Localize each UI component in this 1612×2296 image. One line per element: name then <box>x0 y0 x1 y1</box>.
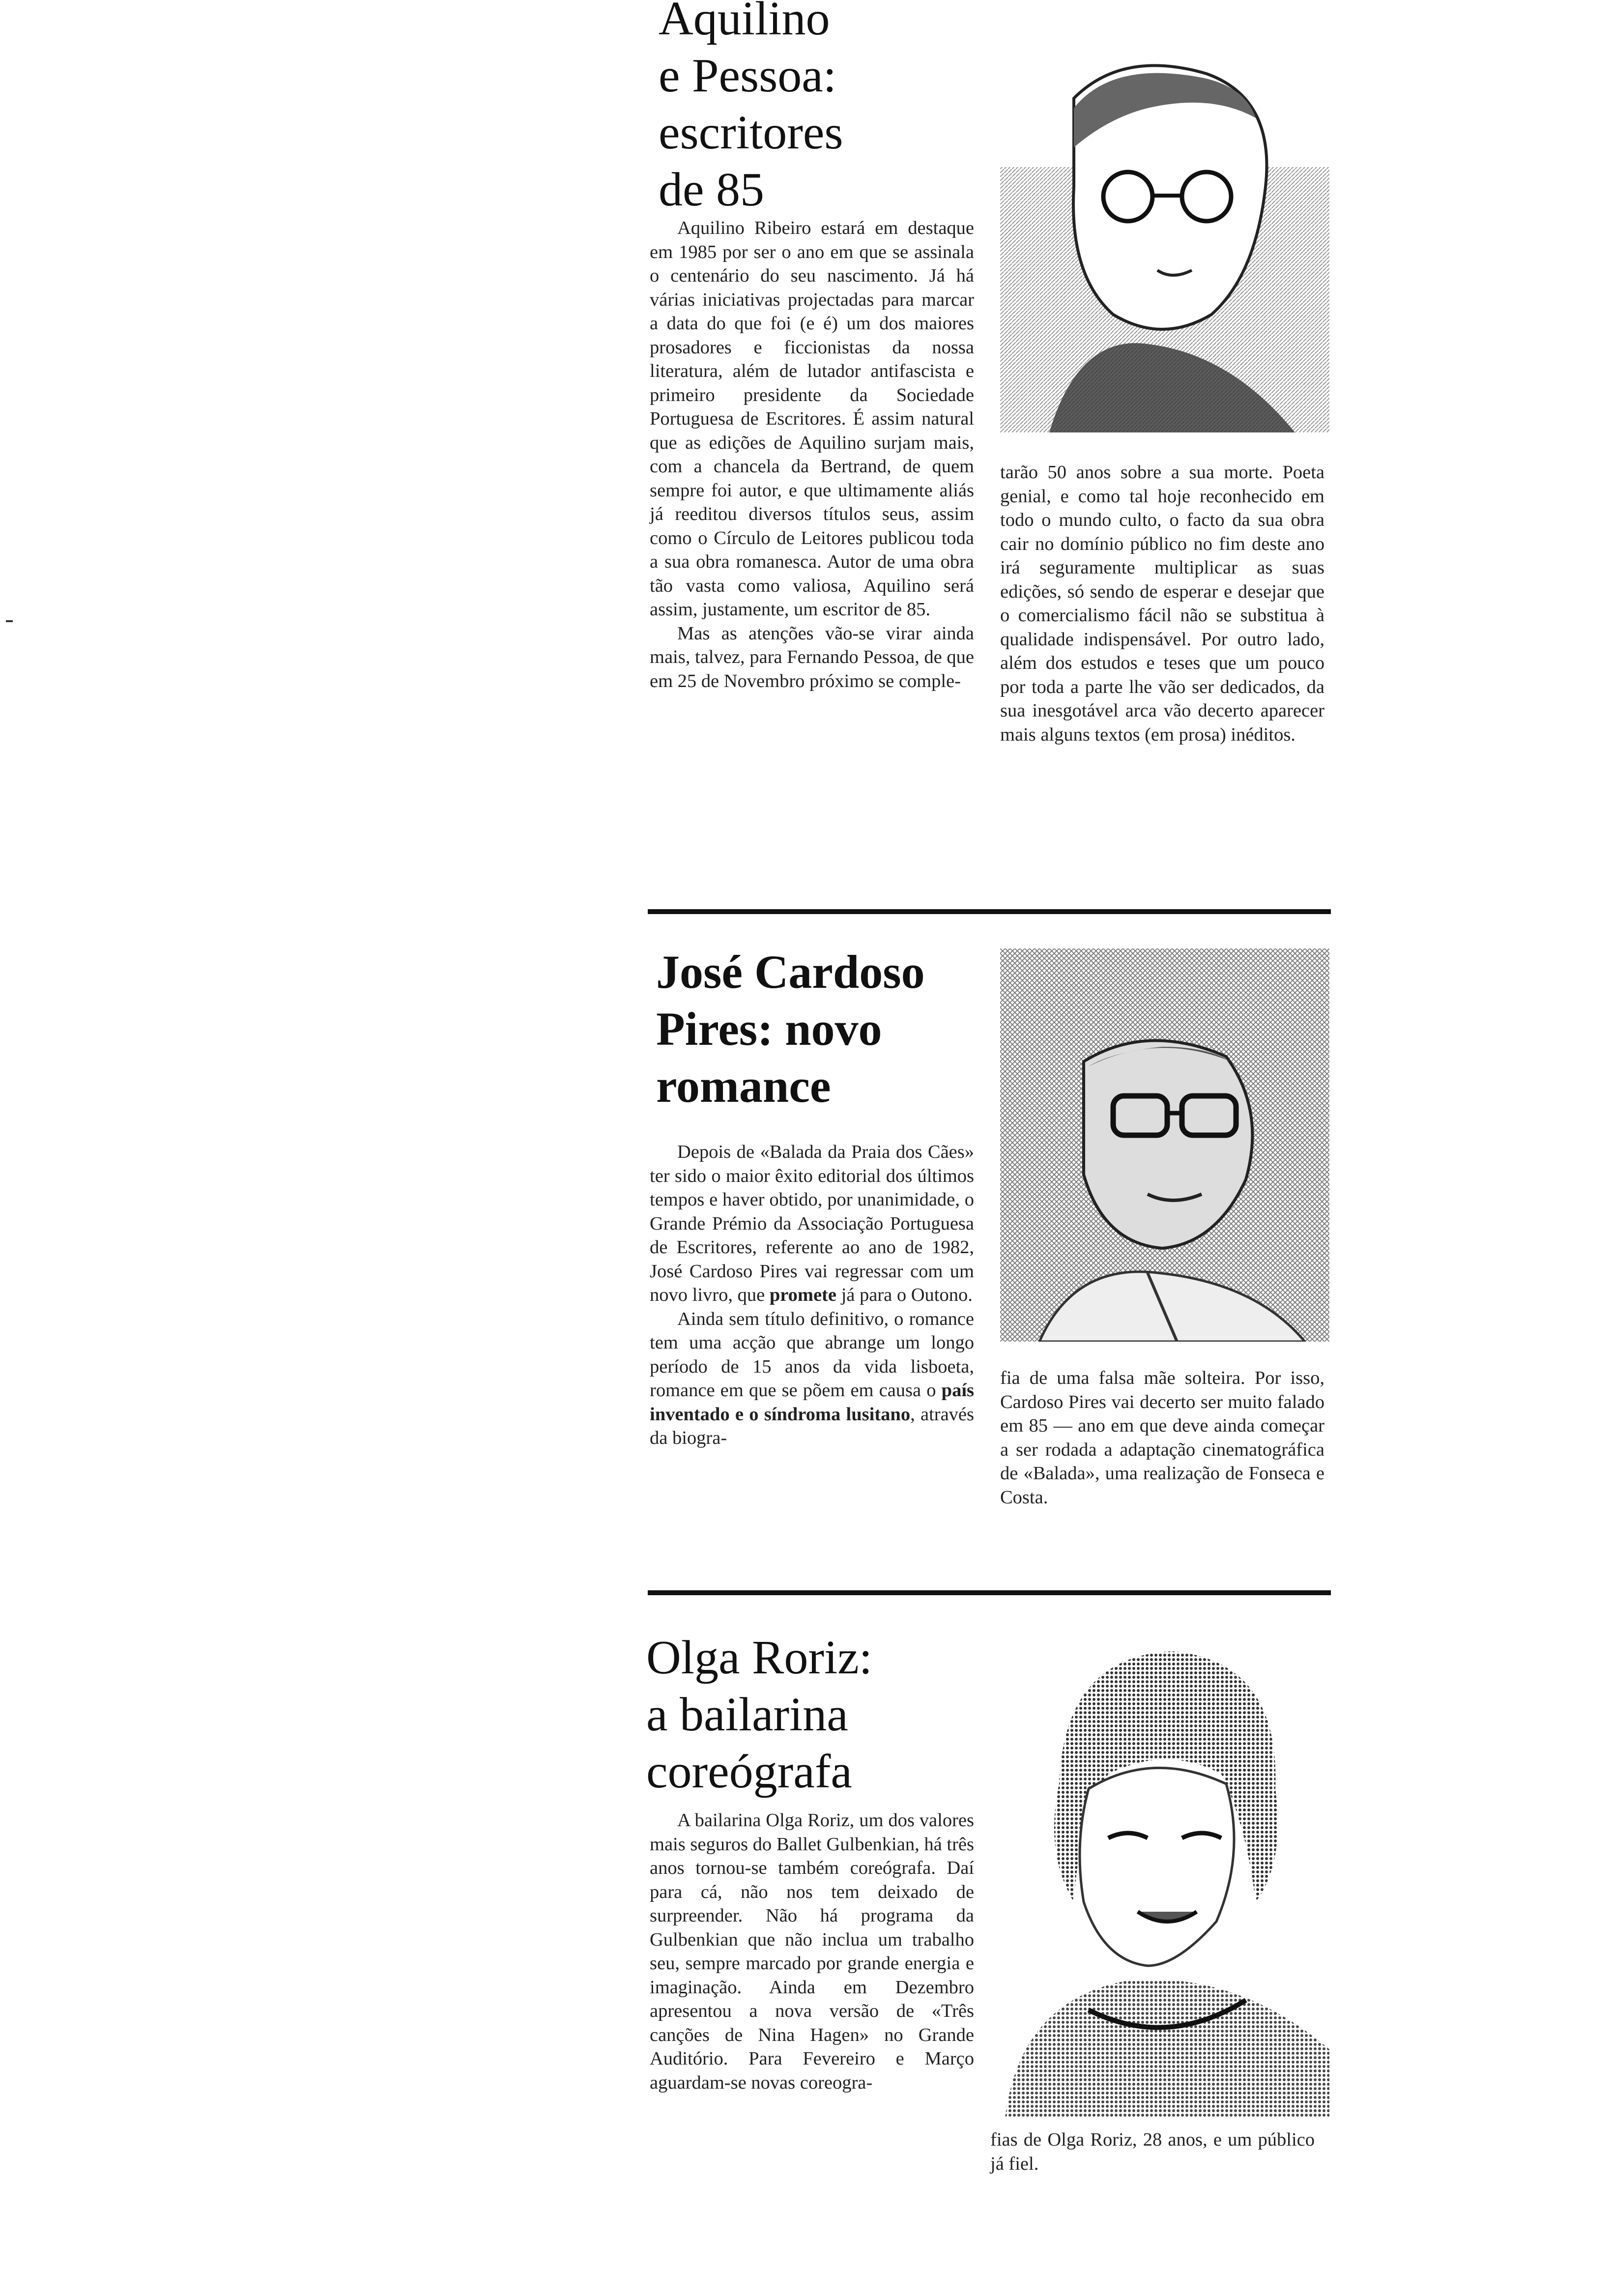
bold-run: país inventado e o síndroma lusitano <box>650 1380 974 1425</box>
article-olga-col2 <box>990 2128 1315 2176</box>
headline-line: José Cardoso <box>656 946 925 998</box>
headline-line: e Pessoa: <box>659 49 836 102</box>
headline-line: escritores <box>659 106 843 159</box>
paragraph: fia de uma falsa mãe solteira. Por isso, Cardoso Pires vai decerto ser muito falado em 85 — ano em que deve ainda começar a ser rodada a adaptação cinematográfica de «Balada», uma realização de Fonseca e Costa. <box>1000 1368 1324 1508</box>
article-aquilino-col2 <box>1000 460 1324 746</box>
section-divider <box>648 909 1331 914</box>
headline-aquilino <box>659 0 843 218</box>
portrait-cardoso-pires <box>1000 948 1329 1342</box>
text-run: já para o Outono. <box>836 1285 973 1305</box>
scan-mark <box>6 620 13 622</box>
paragraph: fias de Olga Roriz, 28 anos, e um público já fiel. <box>990 2129 1315 2174</box>
headline-line: de 85 <box>659 163 764 216</box>
article-aquilino-col1 <box>650 216 974 693</box>
article-olga-col1 <box>650 1808 974 2095</box>
headline-line: a bailarina <box>646 1688 848 1741</box>
headline-line: romance <box>656 1060 831 1112</box>
headline-cardoso-pires <box>656 944 925 1115</box>
headline-line: coreógrafa <box>646 1745 852 1798</box>
bold-run: promete <box>769 1285 836 1305</box>
article-cardoso-col2 <box>1000 1366 1324 1509</box>
portrait-olga-roriz <box>990 1627 1334 2118</box>
article-cardoso-col1 <box>650 1140 974 1450</box>
section-divider <box>648 1590 1331 1595</box>
text-run: , através da biogra- <box>650 1404 975 1448</box>
headline-line: Olga Roriz: <box>646 1631 872 1684</box>
headline-line: Pires: novo <box>656 1003 882 1055</box>
text-run: Depois de «Balada da Praia dos Cães» ter sido o maior êxito editorial dos últimos tempos e haver obtido, por unanimidade, o Grande Prémio da Associação Portuguesa de Escritores, referente ao ano de 1982, José Cardoso Pires vai regressar com um novo livro, que <box>650 1142 974 1305</box>
portrait-aquilino <box>1000 39 1329 432</box>
headline-line: Aquilino <box>659 0 830 45</box>
headline-olga-roriz <box>646 1629 872 1800</box>
text-run: Ainda sem título definitivo, o romance tem uma acção que abrange um longo período de 15 anos da vida lisboeta, romance em que se põem em causa o <box>650 1308 974 1401</box>
paragraph: tarão 50 anos sobre a sua morte. Poeta genial, e como tal hoje reconhecido em todo o mundo culto, o facto da sua obra cair no domínio público no fim deste ano irá seguramente multiplicar as suas edições, só sendo de esperar e desejar que o comercialismo fácil não se substitua à qualidade indispensável. Por outro lado, além dos estudos e teses que um pouco por toda a parte lhe vão ser dedicados, da sua inesgotável arca vão decerto aparecer mais alguns textos (em prosa) inéditos. <box>1000 462 1324 745</box>
paragraph <box>650 1307 974 1450</box>
paragraph <box>650 1140 974 1307</box>
paragraph: Aquilino Ribeiro estará em destaque em 1985 por ser o ano em que se assinala o centenário do seu nascimento. Já há várias iniciativas projectadas para marcar a data do que foi (e é) um dos maiores prosadores e ficcionistas da nossa literatura, além de lutador antifascista e primeiro presidente da Sociedade Portuguesa de Escritores. É assim natural que as edições de Aquilino surjam mais, com a chancela da Bertrand, de quem sempre foi autor, e que ultimamente aliás já reeditou diversos títulos seus, assim como o Círculo de Leitores publicou toda a sua obra romanesca. Autor de uma obra tão vasta como valiosa, Aquilino será assim, justamente, um escritor de 85. <box>650 218 974 620</box>
paragraph: A bailarina Olga Roriz, um dos valores mais seguros do Ballet Gulbenkian, há três anos tornou-se também coreógrafa. Daí para cá, não nos tem deixado de surpreender. Não há programa da Gulbenkian que não inclua um trabalho seu, sempre marcado por grande energia e imaginação. Ainda em Dezembro apresentou a nova versão de «Três canções de Nina Hagen» no Grande Auditório. Para Fevereiro e Março aguardam-se novas coreogra- <box>650 1810 974 2093</box>
paragraph: Mas as atenções vão-se virar ainda mais, talvez, para Fernando Pessoa, de que em 25 de Novembro próximo se comple- <box>650 623 974 691</box>
